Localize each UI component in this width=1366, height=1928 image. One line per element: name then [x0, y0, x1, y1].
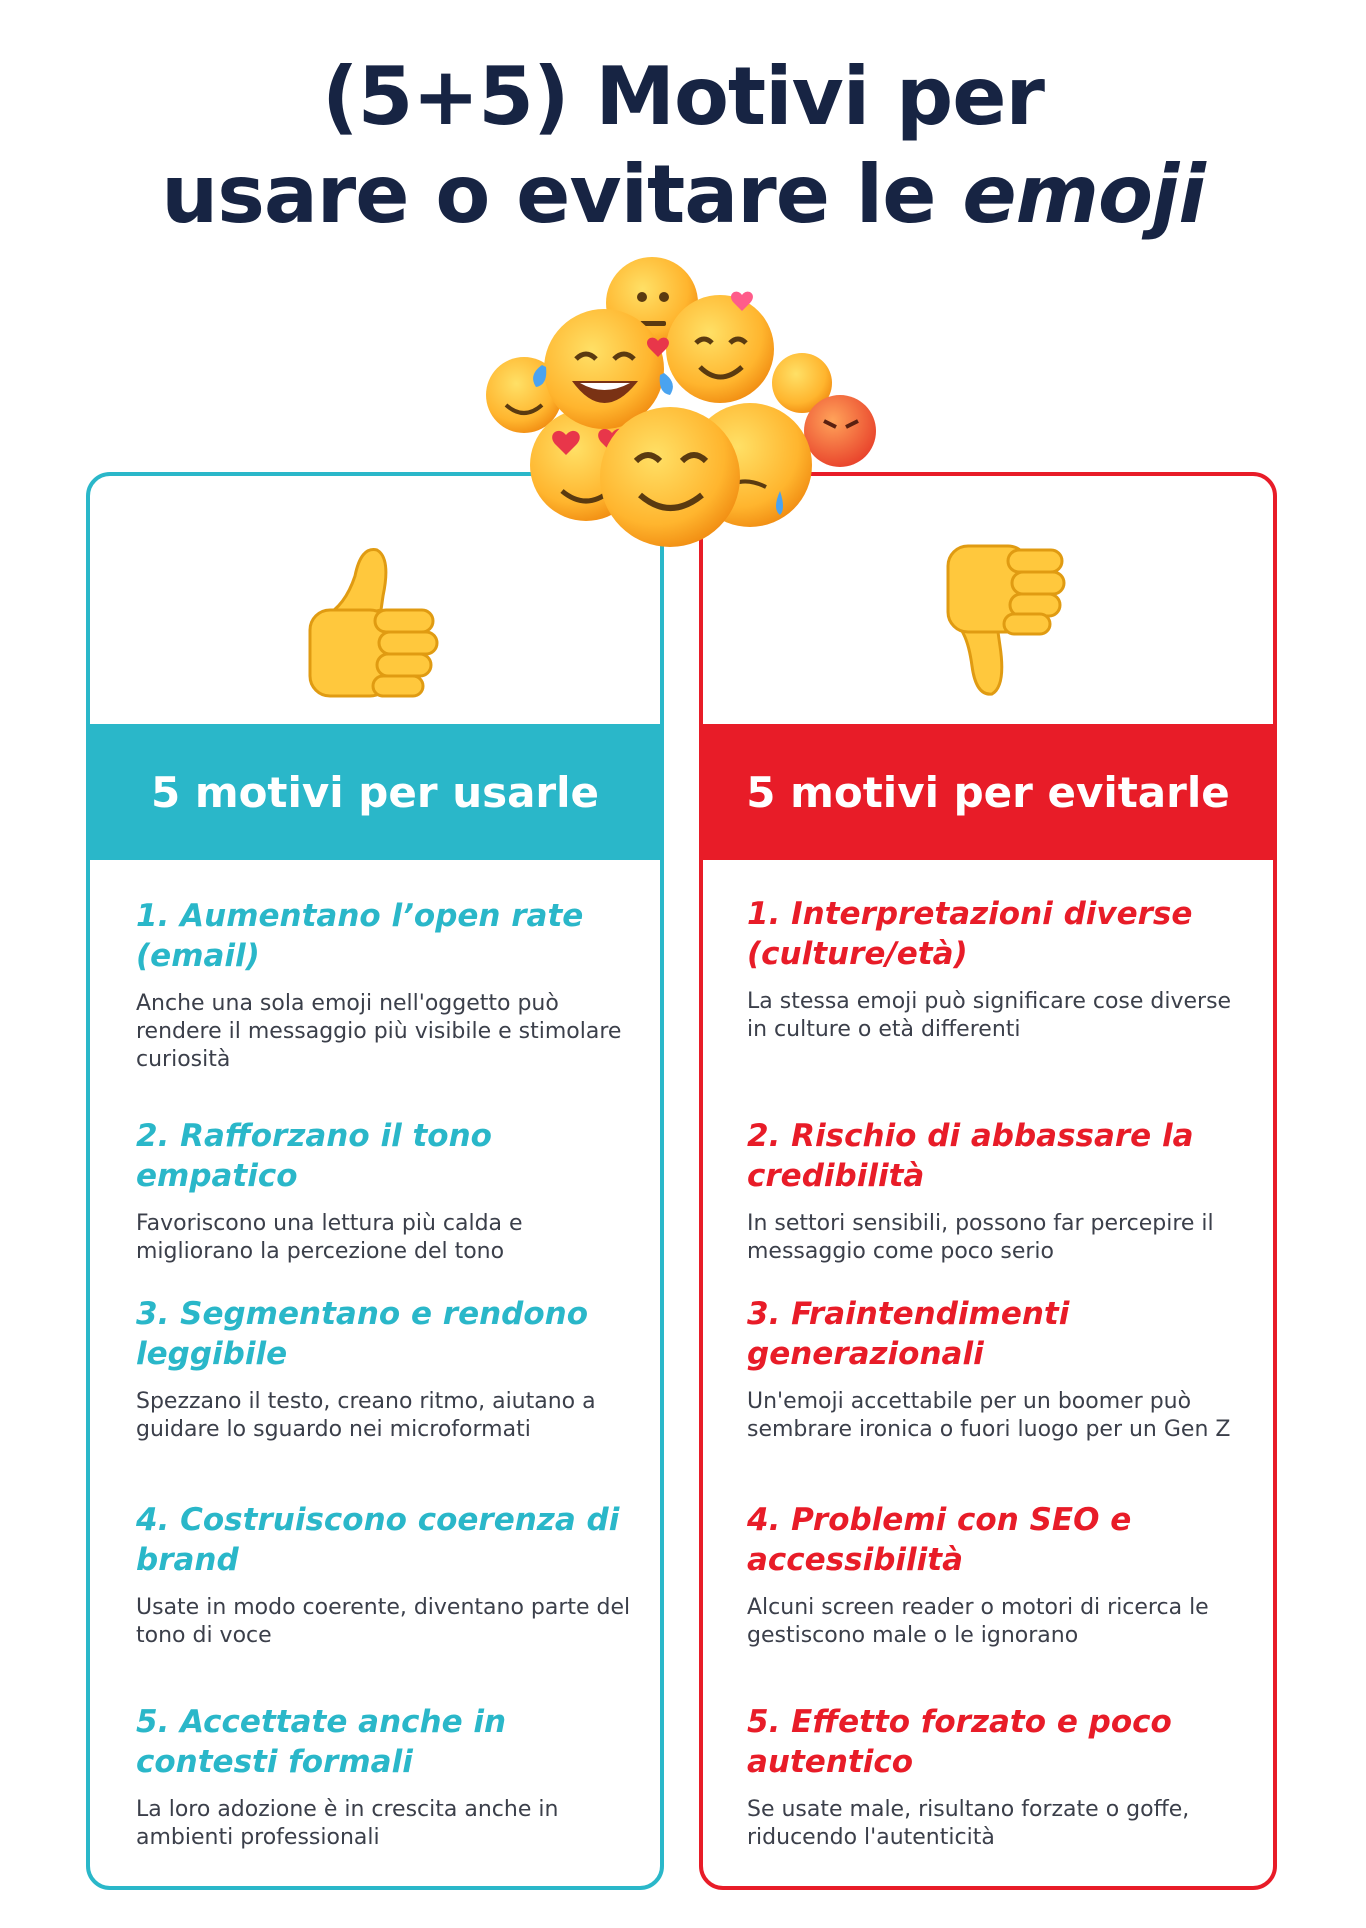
con-item-body: Alcuni screen reader o motori di ricerca le gestiscono male o le ignorano [747, 1595, 1209, 1648]
page-title [0, 48, 1366, 244]
pro-item-4 [136, 1500, 636, 1650]
pro-item-title: 2. Rafforzano il tono empatico [136, 1118, 492, 1194]
con-item-body: La stessa emoji può significare cose diverse in culture o età differenti [747, 989, 1232, 1042]
con-panel [699, 472, 1277, 1890]
con-item-title: 4. Problemi con SEO e accessibilità [747, 1502, 1132, 1578]
con-item-body: Un'emoji accettabile per un boomer può sembrare ironica o fuori luogo per un Gen Z [747, 1389, 1231, 1442]
con-item-title: 5. Effetto forzato e poco autentico [747, 1704, 1172, 1780]
pro-item-5 [136, 1702, 636, 1852]
pro-item-title: 5. Accettate anche in contesti formali [136, 1704, 507, 1780]
con-item-body: In settori sensibili, possono far percepire il messaggio come poco serio [747, 1211, 1214, 1264]
con-item-body: Se usate male, risultano forzate o goffe, riducendo l'autenticità [747, 1797, 1190, 1850]
pro-header: 5 motivi per usarle [90, 724, 660, 860]
con-item-title: 1. Interpretazioni diverse (culture/età) [747, 896, 1193, 972]
pro-item-body: Favoriscono una lettura più calda e migliorano la percezione del tono [136, 1211, 523, 1264]
pro-item-title: 3. Segmentano e rendono leggibile [136, 1296, 589, 1372]
con-item-1 [747, 894, 1247, 1044]
pro-item-body: La loro adozione è in crescita anche in ambienti professionali [136, 1797, 559, 1850]
pro-item-title: 4. Costruiscono coerenza di brand [136, 1502, 620, 1578]
title-line-2-text: usare o evitare le [161, 148, 963, 241]
pro-item-title: 1. Aumentano l’open rate (email) [136, 898, 584, 974]
pro-item-body: Anche una sola emoji nell'oggetto può rendere il messaggio più visibile e stimolare curiosità [136, 991, 622, 1072]
con-item-2 [747, 1116, 1247, 1266]
pro-item-body: Usate in modo coerente, diventano parte del tono di voce [136, 1595, 631, 1648]
pro-panel [86, 472, 664, 1890]
pro-item-1 [136, 896, 636, 1074]
con-item-4 [747, 1500, 1247, 1650]
con-item-3 [747, 1294, 1247, 1444]
thumbs-down-icon [703, 536, 1273, 716]
title-line-2 [0, 146, 1366, 244]
pro-item-2 [136, 1116, 636, 1266]
title-emphasis: emoji [962, 148, 1205, 241]
emoji-faces-cluster-icon [480, 255, 900, 555]
con-item-title: 2. Rischio di abbassare la credibilità [747, 1118, 1194, 1194]
thumbs-up-icon [90, 536, 660, 716]
pro-item-body: Spezzano il testo, creano ritmo, aiutano a guidare lo sguardo nei microformati [136, 1389, 596, 1442]
pro-item-3 [136, 1294, 636, 1444]
con-item-title: 3. Fraintendimenti generazionali [747, 1296, 1070, 1372]
title-line-1: (5+5) Motivi per [322, 50, 1044, 143]
con-item-5 [747, 1702, 1247, 1852]
con-header: 5 motivi per evitarle [703, 724, 1273, 860]
